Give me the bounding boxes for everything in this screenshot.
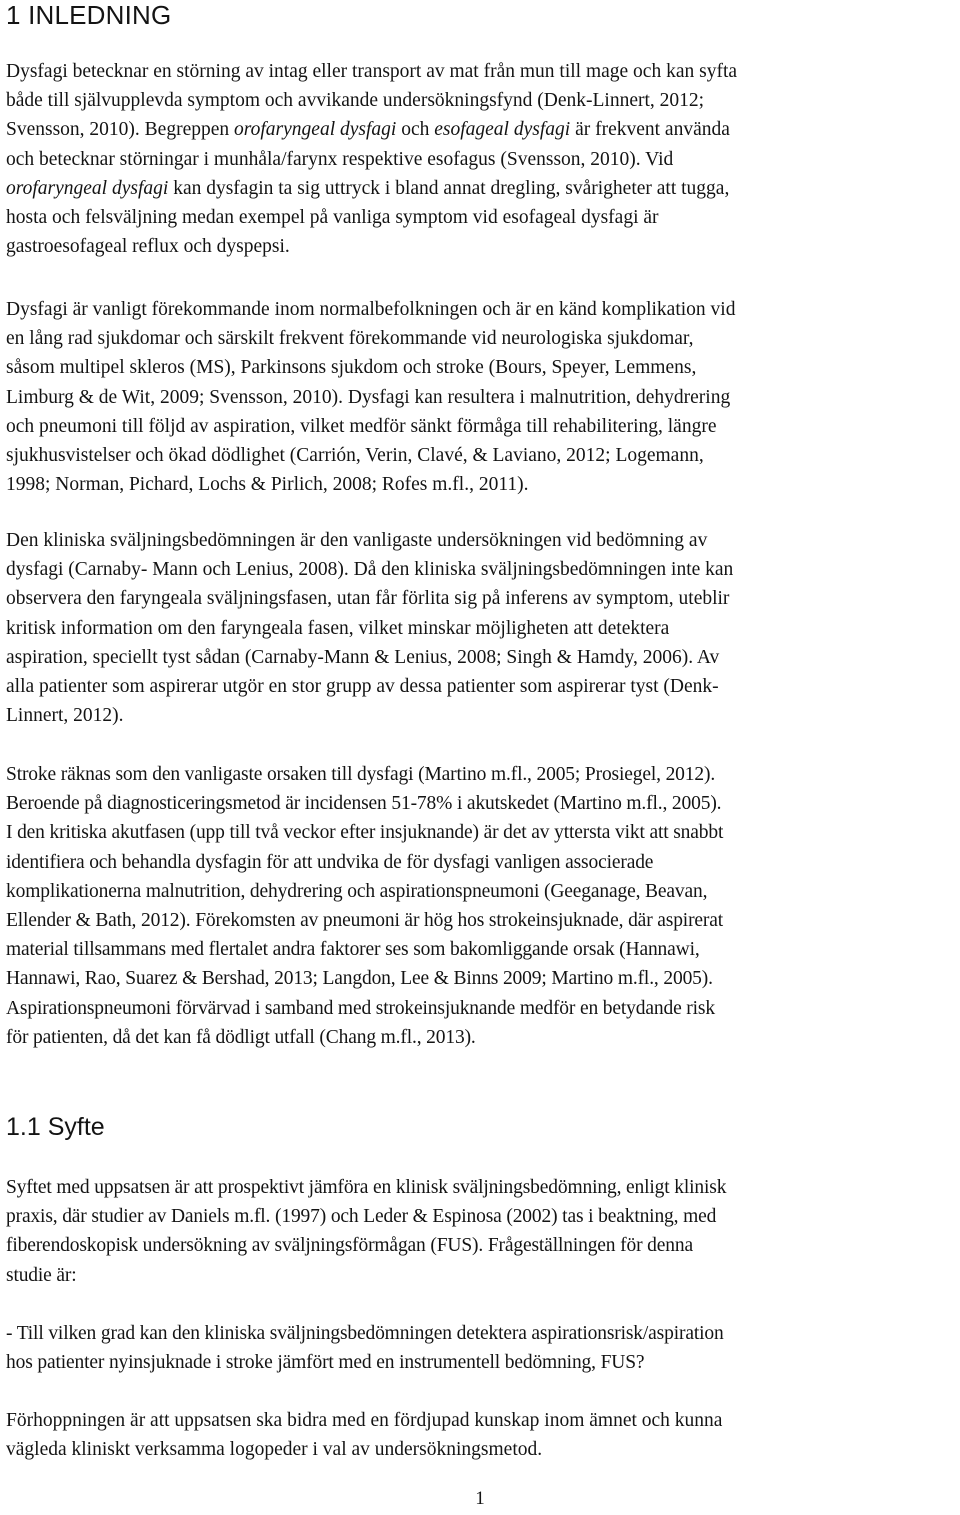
- section-heading: 1 INLEDNING: [6, 0, 172, 30]
- text-line: såsom multipel skleros (MS), Parkinsons sjukdom och stroke (Bours, Speyer, Lemmens,: [6, 357, 697, 379]
- italic-term: orofaryngeal dysfagi: [6, 177, 169, 199]
- text-line: och pneumoni till följd av aspiration, vilket medför sänkt förmåga till rehabilitering, längre: [6, 415, 717, 437]
- text-line: gastroesofageal reflux och dyspepsi.: [6, 236, 290, 258]
- paragraph-stroke: [6, 760, 723, 1052]
- text-line: Beroende på diagnosticeringsmetod är incidensen 51-78% i akutskedet (Martino m.fl., 2005).: [6, 793, 722, 815]
- text-line: Förhoppningen är att uppsatsen ska bidra med en fördjupad kunskap inom ämnet och kunna: [6, 1410, 723, 1431]
- text-line: hosta och felsväljning medan exempel på vanliga symptom vid esofageal dysfagi är: [6, 207, 659, 229]
- text-line: en lång rad sjukdomar och särskilt frekvent förekommande vid neurologiska sjukdomar,: [6, 328, 694, 350]
- text-line: Linnert, 2012).: [6, 705, 124, 727]
- text-line: kritisk information om den faryngeala fasen, vilket minskar möjligheten att detektera: [6, 617, 670, 639]
- text-line: Syftet med uppsatsen är att prospektivt jämföra en klinisk sväljningsbedömning, enligt klinisk: [6, 1177, 727, 1198]
- text-line: dysfagi (Carnaby- Mann och Lenius, 2008). Då den kliniska sväljningsbedömningen inte kan: [6, 559, 734, 581]
- text-line: alla patienter som aspirerar utgör en stor grupp av dessa patienter som aspirerar tyst (Denk-: [6, 676, 719, 698]
- text-line: komplikationerna malnutrition, dehydrering och aspirationspneumoni (Geeganage, Beavan,: [6, 880, 708, 902]
- text-line: Limburg & de Wit, 2009; Svensson, 2010). Dysfagi kan resultera i malnutrition, dehydrering: [6, 386, 731, 408]
- text-line: Dysfagi är vanligt förekommande inom normalbefolkningen och är en känd komplikation vid: [6, 299, 736, 320]
- text-line: [6, 115, 737, 144]
- text-line: - Till vilken grad kan den kliniska sväljningsbedömningen detektera aspirationsrisk/aspiration: [6, 1323, 724, 1344]
- text-line: material tillsammans med flertalet andra faktorer ses som bakomliggande orsak (Hannawi,: [6, 939, 700, 961]
- italic-term: orofaryngeal dysfagi: [234, 119, 397, 141]
- text-line: praxis, där studier av Daniels m.fl. (1997) och Leder & Espinosa (2002) tas i beaktning, med: [6, 1206, 717, 1228]
- text-line: I den kritiska akutfasen (upp till två veckor efter insjuknande) är det av yttersta vikt att snabbt: [6, 822, 724, 844]
- text-line: observera den faryngeala sväljningsfasen, utan får förlita sig på inferens av symptom, uteblir: [6, 588, 730, 610]
- text-line: studie är:: [6, 1264, 77, 1286]
- text-run: Svensson, 2010). Begreppen: [6, 119, 235, 141]
- text-line: Ellender & Bath, 2012). Förekomsten av pneumoni är hög hos strokeinsjuknade, där aspirerat: [6, 910, 724, 932]
- text-run: och: [396, 119, 435, 141]
- paragraph-hope: [6, 1406, 722, 1464]
- paragraph-research-question: [6, 1319, 724, 1377]
- text-line: för patienten, då det kan få dödligt utfall (Chang m.fl., 2013).: [6, 1026, 476, 1048]
- text-line: vägleda kliniskt verksamma logopeder i val av undersökningsmetod.: [6, 1439, 543, 1461]
- text-run: kan dysfagin ta sig uttryck i bland annat dregling, svårigheter att tugga,: [168, 177, 730, 199]
- text-line: Den kliniska sväljningsbedömningen är den vanligaste undersökningen vid bedömning av: [6, 530, 708, 551]
- subsection-heading: 1.1 Syfte: [6, 1113, 105, 1141]
- paragraph-purpose: [6, 1173, 726, 1290]
- text-line: både till självupplevda symptom och avvikande undersökningsfynd (Denk-Linnert, 2012;: [6, 90, 705, 112]
- text-line: och betecknar störningar i munhåla/farynx respektive esofagus (Svensson, 2010). Vid: [6, 148, 674, 170]
- text-line: Hannawi, Rao, Suarez & Bershad, 2013; Langdon, Lee & Binns 2009; Martino m.fl., 2005).: [6, 968, 713, 990]
- text-line: Aspirationspneumoni förvärvad i samband med strokeinsjuknande medför en betydande risk: [6, 997, 715, 1019]
- text-line: Dysfagi betecknar en störning av intag eller transport av mat från mun till mage och kan syfta: [6, 61, 738, 82]
- text-line: Stroke räknas som den vanligaste orsaken till dysfagi (Martino m.fl., 2005; Prosiegel, 2012).: [6, 764, 716, 785]
- text-line: hos patienter nyinsjuknade i stroke jämfört med en instrumentell bedömning, FUS?: [6, 1352, 645, 1374]
- paragraph-clinical-assessment: [6, 526, 733, 730]
- text-line: fiberendoskopisk undersökning av sväljningsförmågan (FUS). Frågeställningen för denna: [6, 1235, 693, 1257]
- paragraph-definition: [6, 57, 737, 261]
- italic-term: esofageal dysfagi: [434, 119, 571, 141]
- text-line: 1998; Norman, Pichard, Lochs & Pirlich, 2008; Rofes m.fl., 2011).: [6, 474, 529, 496]
- text-line: [6, 174, 737, 203]
- page-number: 1: [475, 1488, 485, 1509]
- text-line: aspiration, speciellt tyst sådan (Carnaby-Mann & Lenius, 2008; Singh & Hamdy, 2006). Av: [6, 646, 720, 668]
- text-line: identifiera och behandla dysfagin för att undvika de för dysfagi vanligen associerade: [6, 851, 654, 873]
- text-line: sjukhusvistelser och ökad dödlighet (Carrión, Verin, Clavé, & Laviano, 2012; Logemann,: [6, 445, 704, 467]
- paragraph-prevalence: [6, 295, 735, 499]
- text-run: är frekvent använda: [570, 119, 730, 141]
